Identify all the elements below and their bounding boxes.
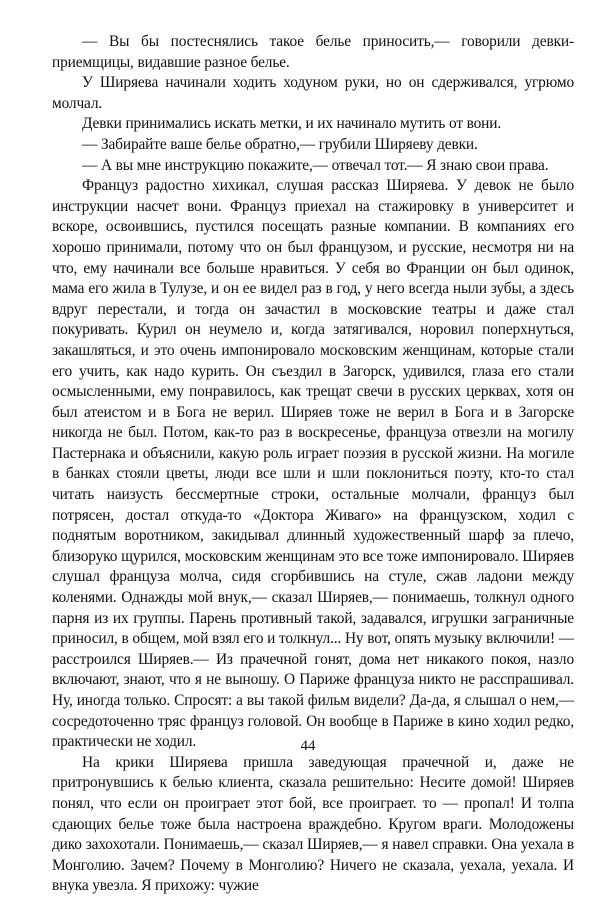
- paragraph: Француз радостно хихикал, слушая рассказ Ширяева. У девок не было инструкции насчет вони. Француз приехал на стажировку в университет и вскоре, освоившись, пустился посещать разные компании. В компаниях его хорошо принимали, потому что он был французом, и русские, несмотря ни на что, ему начинали все больше нравиться. У себя во Франции он был одинок, мама его жила в Тулузе, и он ее видел раз в год, у него всегда ныли зубы, а здесь вдруг перестали, и тогда он зачастил в московские театры и даже стал покуривать. Курил он неумело и, когда затягивался, норовил поперхнуться, закашляться, и это очень импонировало московским женщинам, которые стали его учить, как надо курить. Он съездил в Загорск, удивился, глаза его стали осмысленными, ему понравилось, как трещат свечи в русских церквах, хотя он был атеистом и в Бога не верил. Ширяев тоже не верил в Бога и в Загорске никогда не был. Потом, как-то раз в воскресенье, француза отвезли на могилу Пастернака и объяснили, какую роль играет поэзия в русской жизни. На могиле в банках стояли цветы, люди все шли и шли поклониться поэту, кто-то стал читать наизусть бессмертные строки, остальные молчали, француз был потрясен, достал откуда-то «Доктора Живаго» на французском, ходил с поднятым воротником, закидывал длинный художественный шарф за плечо, близоруко щурился, московским женщинам это все тоже импонировало. Ширяев слушал француза молча, сидя сгорбившись на стуле, сжав ладони между коленями. Однажды мой внук,— сказал Ширяев,— понимаешь, толкнул одного парня из их группы. Парень противный такой, задавался, игрушки заграничные приносил, в общем, мой взял его и толкнул... Ну вот, опять музыку включили! — расстроился Ширяев.— Из прачечной гонят, дома нет никакого покоя, назло включают, знают, что я не выношу. О Париже француза никто не расспрашивал. Ну, иногда только. Спросят: а вы такой фильм видели? Да-да, я слышал о нем,— сосредоточенно тряс француз головой. Он вообще в Париже в кино ходил редко, практически не ходил.: [52, 177, 574, 751]
- body-text: [52, 32, 574, 897]
- paragraph: — А вы мне инструкцию покажите,— отвечал тот.— Я знаю свои права.: [82, 156, 549, 174]
- paragraph: — Вы бы постеснялись такое белье приносить,— говорили девки-приемщицы, видавшие разное белье.: [52, 33, 574, 71]
- paragraph: На крики Ширяева пришла заведующая прачечной и, даже не притронувшись к белью клиента, сказала решительно: Несите домой! Ширяев понял, что если он проиграет этот бой, все проиграет. то — пропал! И толпа сдающих белье тоже была настроена враждебно. Кругом враги. Молодожены дико захохотали. Понимаешь,— сказал Ширяев,— я навел справки. Она уехала в Монголию. Зачем? Почему в Монголию? Ничего не сказала, уехала, уехала. И внука увезла. Я прихожу: чужие: [52, 753, 574, 895]
- paragraph: — Забирайте ваше белье обратно,— грубили Ширяеву девки.: [82, 135, 478, 153]
- paragraph: Девки принимались искать метки, и их начинало мутить от вони.: [82, 115, 502, 133]
- page-number: 44: [300, 738, 316, 754]
- paragraph: У Ширяева начинали ходить ходуном руки, но он сдерживался, угрюмо молчал.: [52, 74, 574, 112]
